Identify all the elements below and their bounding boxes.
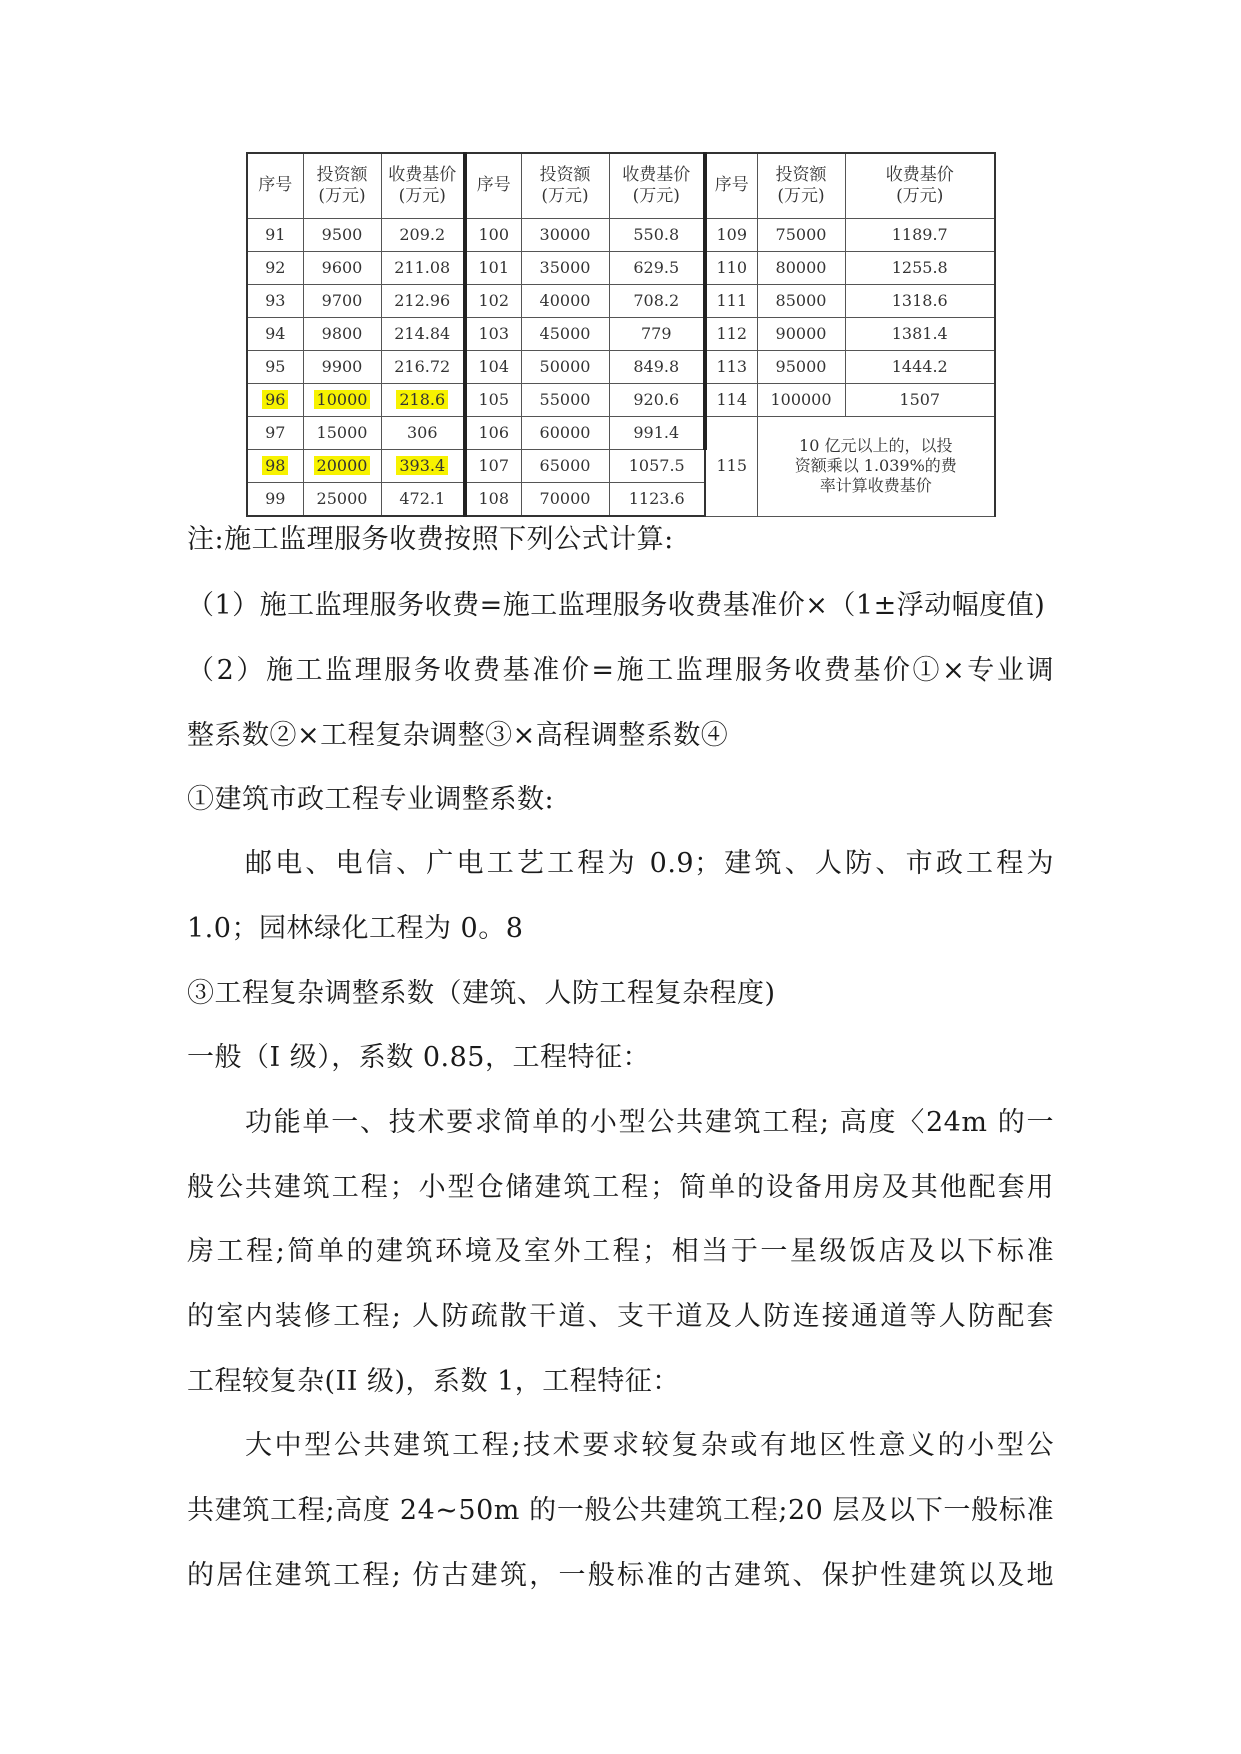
- cell-invest: 60000: [521, 417, 609, 450]
- cell-invest: 40000: [521, 285, 609, 318]
- cell-invest: 100000: [757, 384, 845, 417]
- note-title: 注:施工监理服务收费按照下列公式计算:: [187, 524, 674, 555]
- table-row: [247, 351, 995, 384]
- cell-fee: 629.5: [609, 252, 705, 285]
- formula-1: （1）施工监理服务收费=施工监理服务收费基准价×（1±浮动幅度值): [187, 590, 1046, 621]
- cell-no: 94: [247, 318, 303, 351]
- cell-fee: 209.2: [381, 219, 465, 252]
- cell-fee: 214.84: [381, 318, 465, 351]
- cell-invest: 9700: [303, 285, 381, 318]
- cell-no: 102: [465, 285, 521, 318]
- cell-fee: 1255.8: [845, 252, 995, 285]
- cell-no: 113: [705, 351, 757, 384]
- cell-fee: 1444.2: [845, 351, 995, 384]
- cell-invest: [303, 384, 381, 417]
- cell-invest: 30000: [521, 219, 609, 252]
- table-row: [247, 384, 995, 417]
- cell-fee: 1123.6: [609, 483, 705, 517]
- coef-1-line-1: 邮电、电信、广电工艺工程为 0.9；建筑、人防、市政工程为: [245, 848, 1054, 879]
- cell-fee: 1057.5: [609, 450, 705, 483]
- highlighted-value: 96: [262, 390, 288, 409]
- cell-invest: 35000: [521, 252, 609, 285]
- cell-invest: 95000: [757, 351, 845, 384]
- table-row: [247, 285, 995, 318]
- fee-schedule-table: [246, 152, 996, 517]
- cell-fee: [381, 450, 465, 483]
- cell-no: [247, 450, 303, 483]
- cell-fee: 1189.7: [845, 219, 995, 252]
- header-invest: 投资额 (万元): [757, 153, 845, 219]
- cell-invest: 50000: [521, 351, 609, 384]
- cell-fee: 211.08: [381, 252, 465, 285]
- header-fee: 收费基价 (万元): [381, 153, 465, 219]
- level-1-line-4: 的室内装修工程; 人防疏散干道、支干道及人防连接通道等人防配套: [187, 1301, 1054, 1332]
- cell-no: 107: [465, 450, 521, 483]
- table-row: [247, 318, 995, 351]
- level-1-line-3: 房工程;简单的建筑环境及室外工程；相当于一星级饭店及以下标准: [187, 1236, 1054, 1267]
- cell-fee: 472.1: [381, 483, 465, 517]
- cell-no: 103: [465, 318, 521, 351]
- cell-no: 104: [465, 351, 521, 384]
- highlighted-value: 218.6: [396, 390, 448, 409]
- level-2-line-3: 的居住建筑工程; 仿古建筑，一般标准的古建筑、保护性建筑以及地: [187, 1560, 1054, 1591]
- cell-fee: 1381.4: [845, 318, 995, 351]
- cell-invest: 70000: [521, 483, 609, 517]
- cell-no: 105: [465, 384, 521, 417]
- cell-no: 92: [247, 252, 303, 285]
- table-row: [247, 417, 995, 450]
- cell-no: 97: [247, 417, 303, 450]
- level-2-line-2: 共建筑工程;高度 24~50m 的一般公共建筑工程;20 层及以下一般标准: [187, 1495, 1054, 1526]
- header-invest: 投资额 (万元): [521, 153, 609, 219]
- coef-1-line-2: 1.0；园林绿化工程为 0。8: [187, 913, 524, 944]
- cell-invest: 9900: [303, 351, 381, 384]
- cell-no: [247, 384, 303, 417]
- cell-invest: 9800: [303, 318, 381, 351]
- table-row: [247, 219, 995, 252]
- highlighted-value: 20000: [314, 456, 371, 475]
- cell-no: 114: [705, 384, 757, 417]
- cell-no: 110: [705, 252, 757, 285]
- level-1-line-5: 工程较复杂(II 级)，系数 1，工程特征：: [187, 1366, 680, 1397]
- header-no: 序号: [247, 153, 303, 219]
- cell-fee: 1318.6: [845, 285, 995, 318]
- highlighted-value: 10000: [314, 390, 371, 409]
- cell-fee: 991.4: [609, 417, 705, 450]
- cell-no: 99: [247, 483, 303, 517]
- cell-invest: 55000: [521, 384, 609, 417]
- level-1-line-1: 功能单一、技术要求简单的小型公共建筑工程; 高度〈24m 的一: [245, 1107, 1054, 1138]
- header-no: 序号: [465, 153, 521, 219]
- cell-invest: 75000: [757, 219, 845, 252]
- table-header-row: [247, 153, 995, 219]
- cell-invest: 90000: [757, 318, 845, 351]
- cell-fee: [381, 384, 465, 417]
- table-row: [247, 252, 995, 285]
- cell-invest: 9500: [303, 219, 381, 252]
- formula-2-line-1: （2）施工监理服务收费基准价=施工监理服务收费基价①×专业调: [187, 655, 1054, 686]
- cell-invest: 25000: [303, 483, 381, 517]
- header-invest: 投资额 (万元): [303, 153, 381, 219]
- cell-no: 95: [247, 351, 303, 384]
- header-fee: 收费基价 (万元): [609, 153, 705, 219]
- cell-invest: 65000: [521, 450, 609, 483]
- header-fee: 收费基价 (万元): [845, 153, 995, 219]
- cell-invest: 15000: [303, 417, 381, 450]
- cell-fee: 849.8: [609, 351, 705, 384]
- cell-no: 108: [465, 483, 521, 517]
- cell-fee: 1507: [845, 384, 995, 417]
- cell-fee: 550.8: [609, 219, 705, 252]
- cell-no: 106: [465, 417, 521, 450]
- highlighted-value: 98: [262, 456, 288, 475]
- level-2-line-1: 大中型公共建筑工程;技术要求较复杂或有地区性意义的小型公: [245, 1430, 1054, 1461]
- cell-fee: 212.96: [381, 285, 465, 318]
- cell-no: 115: [705, 417, 757, 517]
- coef-1-title: ①建筑市政工程专业调整系数:: [187, 784, 555, 815]
- cell-no: 109: [705, 219, 757, 252]
- highlighted-value: 393.4: [396, 456, 448, 475]
- level-1-line-2: 般公共建筑工程；小型仓储建筑工程；简单的设备用房及其他配套用: [187, 1172, 1054, 1203]
- cell-fee: 216.72: [381, 351, 465, 384]
- cell-no: 111: [705, 285, 757, 318]
- cell-invest: 80000: [757, 252, 845, 285]
- cell-no: 112: [705, 318, 757, 351]
- cell-no: 91: [247, 219, 303, 252]
- cell-no: 93: [247, 285, 303, 318]
- cell-fee: 306: [381, 417, 465, 450]
- cell-invest: 45000: [521, 318, 609, 351]
- cell-fee: 920.6: [609, 384, 705, 417]
- note-cell: 10 亿元以上的，以投 资额乘以 1.039%的费 率计算收费基价: [757, 417, 995, 517]
- formula-2-line-2: 整系数②×工程复杂调整③×高程调整系数④: [187, 720, 729, 751]
- cell-no: 100: [465, 219, 521, 252]
- cell-invest: 9600: [303, 252, 381, 285]
- level-1-title: 一般（I 级），系数 0.85，工程特征：: [187, 1042, 650, 1073]
- cell-fee: 708.2: [609, 285, 705, 318]
- cell-invest: 85000: [757, 285, 845, 318]
- header-no: 序号: [705, 153, 757, 219]
- cell-invest: [303, 450, 381, 483]
- cell-no: 101: [465, 252, 521, 285]
- coef-3-title: ③工程复杂调整系数（建筑、人防工程复杂程度): [187, 978, 776, 1009]
- cell-fee: 779: [609, 318, 705, 351]
